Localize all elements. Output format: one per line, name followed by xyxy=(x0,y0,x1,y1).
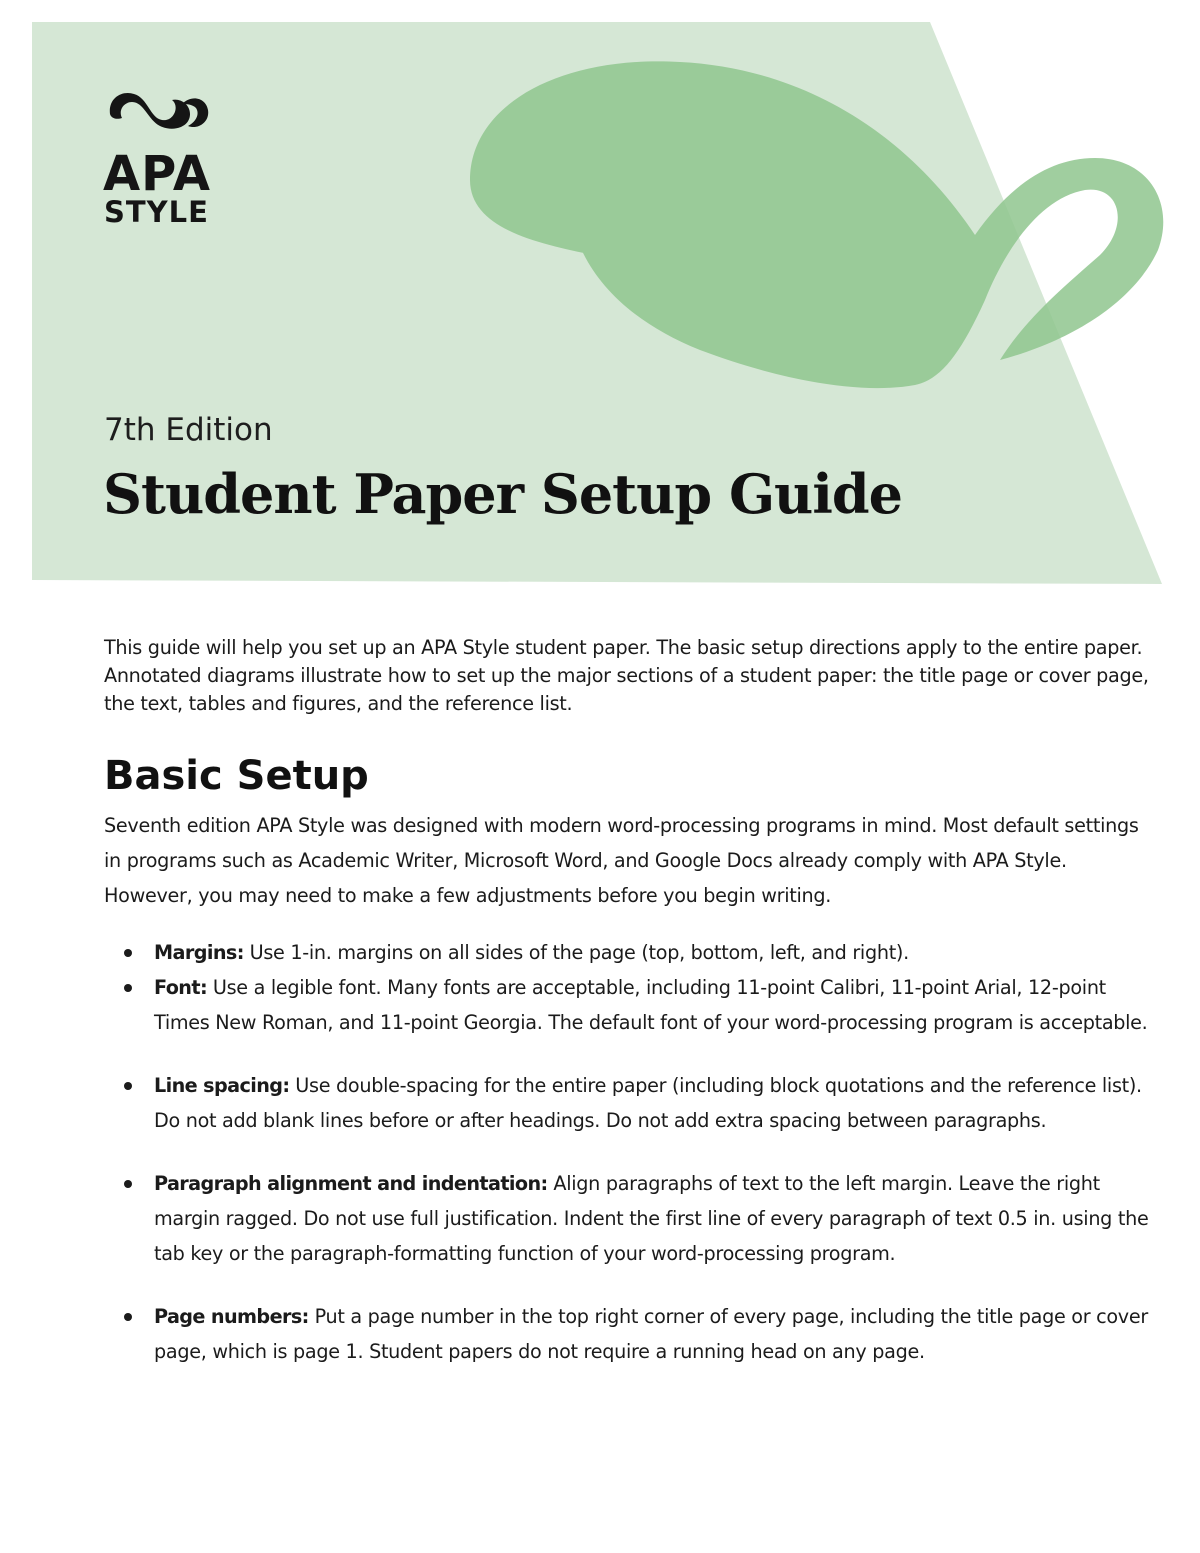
list-item-text: Use a legible font. Many fonts are acceptable, including 11-point Calibri, 11-point Arial, 12-point Times New Roman, and 11-point Georgia. The default font of your word-processing program is acceptable. xyxy=(154,976,1148,1034)
setup-list xyxy=(104,935,1154,1369)
intro-paragraph: This guide will help you set up an APA Style student paper. The basic setup directions apply to the entire paper. Annotated diagrams illustrate how to set up the major sections of a student paper: the title page or cover page, the text, tables and figures, and the reference list. xyxy=(104,636,1149,715)
list-item-font xyxy=(104,970,1154,1040)
main-content xyxy=(104,634,1154,1397)
list-item-margins xyxy=(104,935,1154,970)
list-item-text: Align paragraphs of text to the left margin. Leave the right margin ragged. Do not use full justification. Indent the first line of every paragraph of text 0.5 in. using the tab key or the paragraph-formatting function of your word-processing program. xyxy=(154,1172,1149,1265)
list-item-term: Margins: xyxy=(154,941,244,964)
apa-swirl-logo-icon xyxy=(104,84,216,136)
list-item-line-spacing xyxy=(104,1068,1154,1138)
logo-title: APA xyxy=(103,146,212,202)
list-item-text: Use double-spacing for the entire paper (including block quotations and the reference list). Do not add blank lines before or after headings. Do not add extra spacing between paragraphs. xyxy=(154,1074,1142,1132)
list-item-text: Put a page number in the top right corner of every page, including the title page or cover page, which is page 1. Student papers do not require a running head on any page. xyxy=(154,1305,1148,1363)
bullet-icon xyxy=(124,1180,132,1188)
logo-subtitle: STYLE xyxy=(104,195,209,229)
list-item-term: Paragraph alignment and indentation: xyxy=(154,1172,548,1195)
edition-label: 7th Edition xyxy=(104,412,273,448)
bullet-icon xyxy=(124,1082,132,1090)
list-item-term: Font: xyxy=(154,976,208,999)
list-item-page-numbers xyxy=(104,1299,1154,1369)
list-item-term: Page numbers: xyxy=(154,1305,309,1328)
bullet-icon xyxy=(124,984,132,992)
basic-setup-paragraph: Seventh edition APA Style was designed with modern word-processing programs in mind. Most default settings in programs such as Academic Writer, Microsoft Word, and Google Docs already comply with APA Style. However, you may need to make a few adjustments before you begin writing. xyxy=(104,814,1139,907)
document-title: Student Paper Setup Guide xyxy=(103,462,902,526)
list-item-paragraph-alignment xyxy=(104,1166,1154,1271)
list-item-term: Line spacing: xyxy=(154,1074,290,1097)
list-item-text: Use 1-in. margins on all sides of the page (top, bottom, left, and right). xyxy=(249,941,909,964)
bullet-icon xyxy=(124,1313,132,1321)
bullet-icon xyxy=(124,949,132,957)
section-heading-basic-setup: Basic Setup xyxy=(104,753,369,799)
